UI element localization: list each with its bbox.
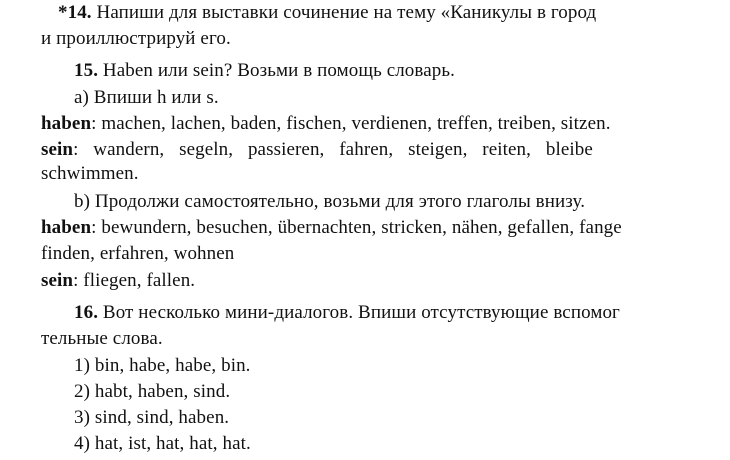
sein-verbs-line xyxy=(41,137,593,163)
exercise-15-heading xyxy=(74,58,455,84)
haben-verbs-2-continued: finden, erfahren, wohnen xyxy=(41,243,235,264)
answer-line-2: 2) habt, haben, sind. xyxy=(74,381,231,402)
haben-verbs-line xyxy=(41,111,611,137)
exercise-15-number: 15. xyxy=(74,60,99,81)
answer-line-3: 3) sind, sind, haben. xyxy=(74,407,230,428)
exercise-15-part-a: а) Впиши h или s. xyxy=(74,87,219,108)
haben-verbs-2: : bewundern, besuchen, übernachten, stricken, nähen, gefallen, fange xyxy=(91,217,622,238)
haben-label-2: haben xyxy=(41,217,92,238)
haben-label: haben xyxy=(41,113,92,134)
exercise-16-line-2: тельные слова. xyxy=(41,328,163,349)
sein-label: sein xyxy=(41,139,74,160)
exercise-15-text: Haben или sein? Возьми в помощь словарь. xyxy=(102,60,455,81)
sein-label-2: sein xyxy=(41,270,74,291)
answer-line-1: 1) bin, habe, habe, bin. xyxy=(74,355,251,376)
exercise-16-text: Вот несколько мини-диалогов. Впиши отсутствующие вспомог xyxy=(102,302,620,323)
sein-verbs: : wandern, segeln, passieren, fahren, steigen, reiten, bleibe xyxy=(73,139,593,160)
sein-verbs-line-2 xyxy=(41,268,195,294)
haben-verbs-line-2 xyxy=(41,215,622,241)
exercise-14-text: Напиши для выставки сочинение на тему «Каникулы в город xyxy=(96,2,597,23)
haben-verbs: : machen, lachen, baden, fischen, verdienen, treffen, treiben, sitzen. xyxy=(91,113,611,134)
exercise-16-number: 16. xyxy=(74,302,99,323)
sein-verbs-2: : fliegen, fallen. xyxy=(73,270,196,291)
exercise-14-line-2: и проиллюстрируй его. xyxy=(41,28,231,49)
exercise-14-line-1 xyxy=(58,0,596,26)
exercise-14-number: *14. xyxy=(58,2,92,23)
answer-line-4: 4) hat, ist, hat, hat, hat. xyxy=(74,433,251,454)
exercise-15-part-b: b) Продолжи самостоятельно, возьми для этого глаголы внизу. xyxy=(74,191,586,212)
sein-verbs-continued: schwimmen. xyxy=(41,163,139,184)
exercise-16-heading xyxy=(74,300,620,326)
